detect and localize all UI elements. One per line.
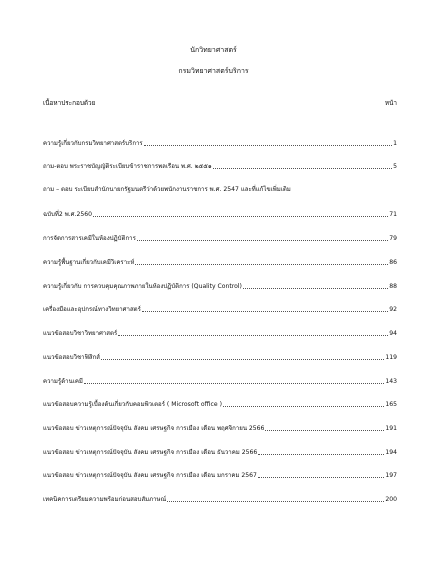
toc-entry — [43, 257, 397, 267]
contents-heading-row — [43, 99, 397, 108]
toc-entry — [43, 233, 397, 243]
toc-entry — [43, 447, 397, 457]
toc-entry — [43, 281, 397, 291]
toc-entry-page: 191 — [385, 425, 397, 432]
toc-entry — [43, 470, 397, 480]
toc-entry-label: แนวข้อสอบวิชาวิทยาศาสตร์ — [43, 330, 118, 337]
toc-entry-label: เครื่องมือและอุปกรณ์ทางวิทยาศาสตร์ — [43, 306, 141, 313]
toc-entry-label: ความรู้เกี่ยวกับ การควบคุมคุณภาพภายในห้องปฏิบัติการ (Quality Control) — [43, 283, 242, 290]
toc-entry-page: 71 — [389, 211, 397, 218]
toc-entry — [43, 328, 397, 338]
dot-leader — [258, 454, 384, 455]
toc-entry-page: 88 — [389, 283, 397, 290]
toc-entry-page: 79 — [389, 235, 397, 242]
toc-entry-label: ฉบับที่2 พ.ศ.2560 — [43, 211, 92, 218]
toc-entry-label: แนวข้อสอบ ข่าวเหตุการณ์ปัจจุบัน สังคม เศรษฐกิจ การเมือง เดือน พฤศจิกายน 2566 — [43, 425, 265, 432]
toc-entry-label-continued: ถาม – ตอบ ระเบียบสำนักนายกรัฐมนตรีว่าด้วยพนักงานราชการ พ.ศ. 2547 และที่แก้ไขเพิ่มเติม — [43, 186, 291, 193]
contents-heading: เนื้อหาประกอบด้วย — [43, 99, 96, 107]
toc-entry-page: 5 — [393, 163, 397, 170]
dot-leader — [142, 311, 388, 312]
toc-entry-page: 119 — [385, 354, 397, 361]
toc-entry — [43, 209, 397, 219]
dot-leader — [101, 359, 384, 360]
toc-entry-label: เทคนิคการเตรียมความพร้อมก่อนสอบสัมภาษณ์ — [43, 496, 167, 503]
toc-entry — [43, 423, 397, 433]
toc-entry — [43, 352, 397, 362]
toc-entry-label: ถาม-ตอบ พระราชบัญญัติระเบียบข้าราชการพลเรือน พ.ศ. ๒๕๕๑ — [43, 163, 212, 170]
toc-entry-label: ความรู้ด้านเคมี — [43, 378, 83, 385]
toc-entry — [43, 494, 397, 504]
toc-entry-page: 194 — [385, 449, 397, 456]
toc-entry-page: 86 — [389, 259, 397, 266]
dot-leader — [265, 430, 384, 431]
dot-leader — [213, 168, 392, 169]
toc-entry — [43, 138, 397, 148]
dot-leader — [84, 383, 384, 384]
toc-entry — [43, 304, 397, 314]
toc-entry — [43, 161, 397, 171]
toc-entry-label: แนวข้อสอบ ข่าวเหตุการณ์ปัจจุบัน สังคม เศรษฐกิจ การเมือง เดือน ธันวาคม 2566 — [43, 449, 258, 456]
dot-leader — [118, 335, 388, 336]
toc-entry-label: การจัดการสารเคมีในห้องปฏิบัติการ — [43, 235, 136, 242]
dot-leader — [135, 264, 388, 265]
toc-entry-label: ความรู้เกี่ยวกับกรมวิทยาศาสตร์บริการ — [43, 140, 143, 147]
dot-leader — [243, 288, 388, 289]
toc-entry-page: 165 — [385, 401, 397, 408]
toc-entry — [43, 376, 397, 386]
toc-entry-label: แนวข้อสอบวิชาฟิสิกส์ — [43, 354, 101, 361]
dot-leader — [93, 216, 388, 217]
toc-entry-label: ความรู้พื้นฐานเกี่ยวกับเคมีวิเคราะห์ — [43, 259, 135, 266]
page-column-heading: หน้า — [384, 99, 397, 107]
dot-leader — [144, 145, 392, 146]
dot-leader — [137, 240, 388, 241]
toc-entry-page: 200 — [385, 496, 397, 503]
document-title: นักวิทยาศาสตร์ — [190, 46, 237, 54]
toc-entry — [43, 399, 397, 409]
toc-entry-page: 92 — [389, 306, 397, 313]
toc-entry-page: 94 — [389, 330, 397, 337]
dot-leader — [167, 501, 384, 502]
toc-entry-page: 1 — [393, 140, 397, 147]
dot-leader — [223, 406, 384, 407]
dot-leader — [258, 477, 384, 478]
document-subtitle: กรมวิทยาศาสตร์บริการ — [178, 67, 249, 75]
toc-entry-page: 197 — [385, 472, 397, 479]
toc-entry-page: 143 — [385, 378, 397, 385]
toc-entry-label: แนวข้อสอบความรู้เบื้องต้นเกี่ยวกับคอมพิวเตอร์ ( Microsoft office ) — [43, 401, 222, 408]
toc-entry-label: แนวข้อสอบ ข่าวเหตุการณ์ปัจจุบัน สังคม เศรษฐกิจ การเมือง เดือน มกราคม 2567 — [43, 472, 257, 479]
